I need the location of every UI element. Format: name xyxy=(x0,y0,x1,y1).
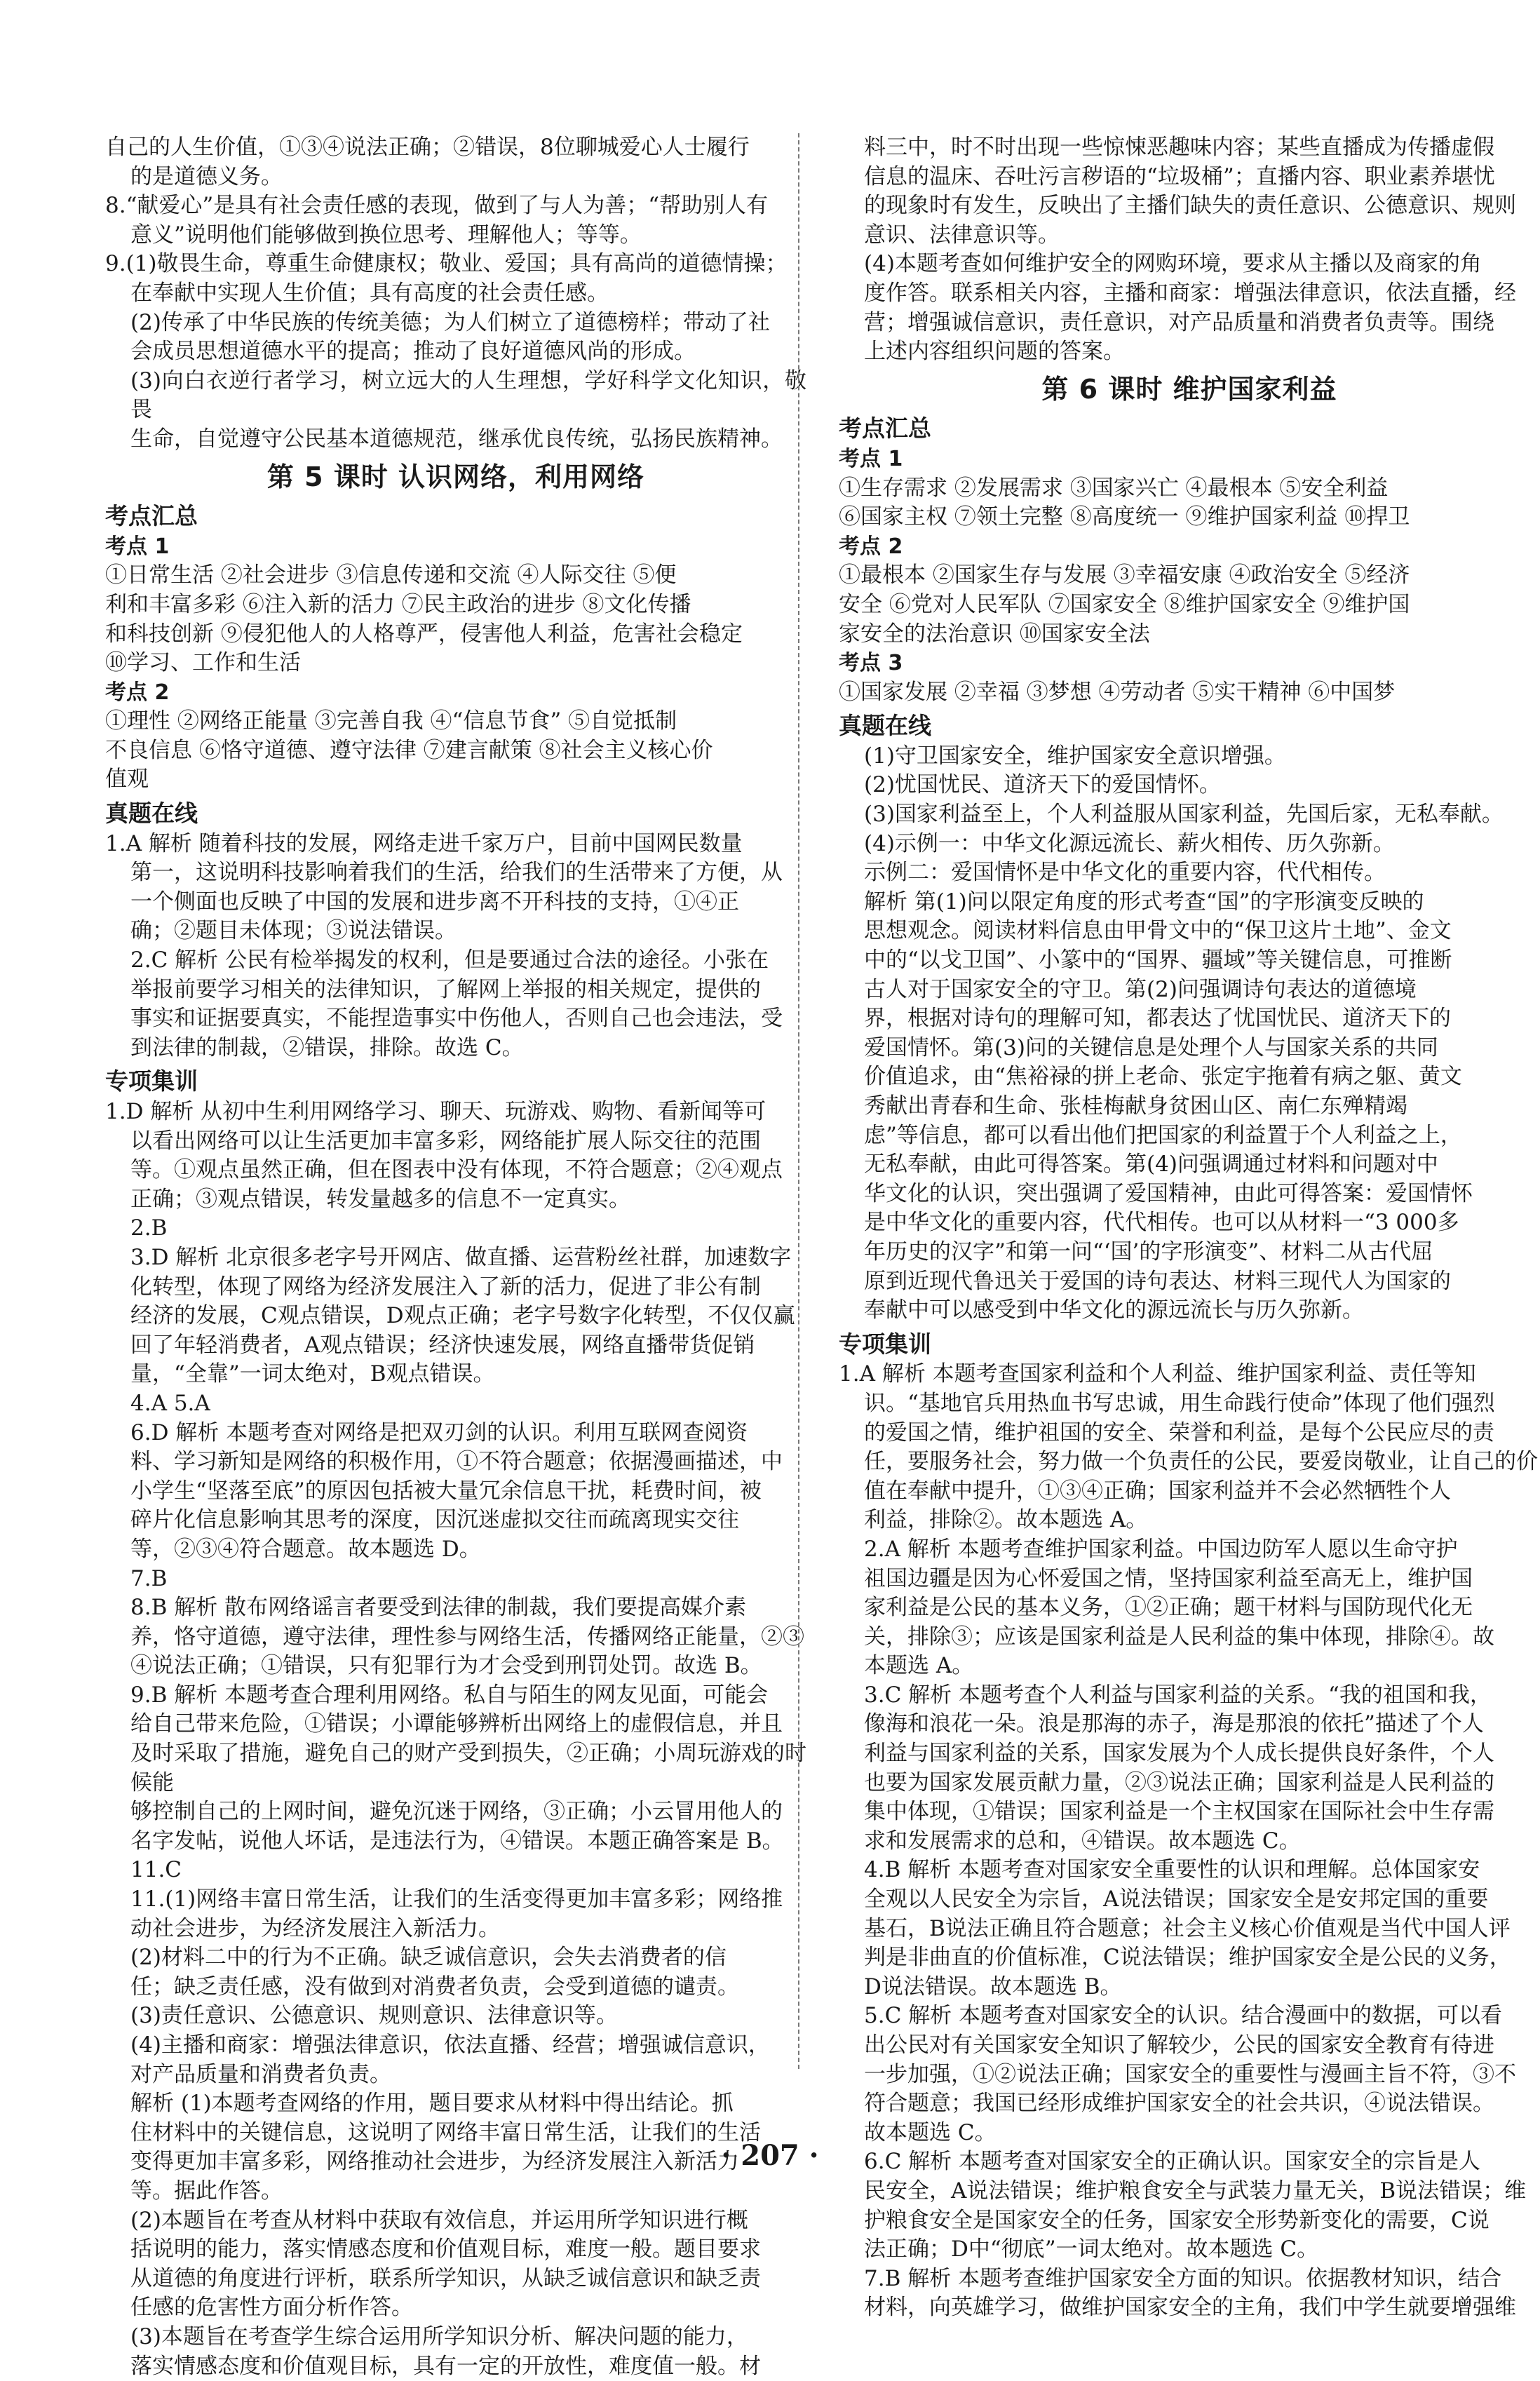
zhenti-heading: 真题在线 xyxy=(839,712,931,740)
right-column xyxy=(839,133,1540,2323)
lesson-6-title: 第 6 课时 维护国家利益 xyxy=(1041,373,1337,405)
kaodian-2-heading: 考点 2 xyxy=(105,680,170,705)
zhuanxiang-heading: 专项集训 xyxy=(105,1067,198,1095)
kaodian-summary-heading: 考点汇总 xyxy=(839,414,931,443)
kaodian-summary-heading: 考点汇总 xyxy=(105,502,198,530)
kaodian-1-heading: 考点 1 xyxy=(105,534,170,559)
kaodian-1-answers: ①生存需求 ②发展需求 ③国家兴亡 ④最根本 ⑤安全利益 ⑥国家主权 ⑦领土完整 ⑧高度统一 ⑨维护国家利益 ⑩捍卫 xyxy=(839,475,1410,530)
zhuanxiang-answers: 1.D 解析 从初中生利用网络学习、聊天、玩游戏、购物、看新闻等可 以看出网络可以让生活更加丰富多彩，网络能扩展人际交往的范围 等。①观点虽然正确，但在图表中没有体现，不符合题意；②④观点 正确；③观点错误，转发量越多的信息不一定真实。 2.B 3.D 解析 北京很多老字号开网店、做直播、运营粉丝社群，加速数字 化转型，体现了网络为经济发展注入了新的活力，促进了非公有制 经济的发展，C观点错误，D观点正确；老字号数字化转型，不仅仅赢 回了年轻消费者，A观点错误；经济快速发展，网络直播带货促销 量，“全靠”一词太绝对，B观点错误。 4.A 5.A 6.D 解析 本题考查对网络是把双刃剑的认识。利用互联网查阅资 料、学习新知是网络的积极作用，①不符合题意；依据漫画描述，中 小学生“坚落至底”的原因包括被大量冗余信息干扰，耗费时间，被 碎片化信息影响其思考的深度，因沉迷虚拟交往而疏离现实交往 等，②③④符合题意。故本题选 D。 7.B 8.B 解析 散布网络谣言者要受到法律的制裁，我们要提高媒介素 养，恪守道德，遵守法律，理性参与网络生活，传播网络正能量，②③ ④说法正确；①错误，只有犯罪行为才会受到刑罚处罚。故选 B。 9.B 解析 本题考查合理利用网络。私自与陌生的网友见面，可能会 给自己带来危险，①错误；小谭能够辨析出网络上的虚假信息，并且 及时采取了措施，避免自己的财产受到损失，②正确；小周玩游戏的时候能 够控制自己的上网时间，避免沉迷于网络，③正确；小云冒用他人的 名字发帖，说他人坏话，是违法行为，④错误。本题正确答案是 B。 11.C 11.(1)网络丰富日常生活，让我们的生活变得更加丰富多彩；网络推 动社会进步，为经济发展注入新活力。 (2)材料二中的行为不正确。缺乏诚信意识，会失去消费者的信 任；缺乏责任感，没有做到对消费者负责，会受到道德的谴责。 (3)责任意识、公德意识、规则意识、法律意识等。 (4)主播和商家：增强法律意识，依法直播、经营；增强诚信意识， 对产品质量和消费者负责。 解析 (1)本题考查网络的作用，题目要求从材料中得出结论。抓 住材料中的关键信息，这说明了网络丰富日常生活，让我们的生活 变得更加丰富多彩，网络推动社会进步，为经济发展注入新活力 等。据此作答。 (2)本题旨在考查从材料中获取有效信息，并运用所学知识进行概 括说明的能力，落实情感态度和价值观目标，难度一般。题目要求 从道德的角度进行评析，联系所学知识，从缺乏诚信意识和缺乏责 任感的危害性方面分析作答。 (3)本题旨在考查学生综合运用所学知识分析、解决问题的能力， 落实情感态度和价值观目标，具有一定的开放性，难度值一般。材 xyxy=(105,1099,806,2379)
page-number: · 207 · xyxy=(721,2139,819,2172)
answer-9: 9.(1)敬畏生命，尊重生命健康权；敬业、爱国；具有高尚的道德情操； 在奉献中实现人生价值；具有高度的社会责任感。 (2)传承了中华民族的传统美德；为人们树立了道德榜样；带动了社 会成员思想道德水平的提高；推动了良好道德风尚的形成。 (3)向白衣逆行者学习，树立远大的人生理想，学好科学文化知识，敬畏 生命，自觉遵守公民基本道德规范，继承优良传统，弘扬民族精神。 xyxy=(105,251,806,452)
kaodian-1-heading: 考点 1 xyxy=(839,446,903,471)
answer-7-continued: 自己的人生价值，①③④说法正确；②错误，8位聊城爱心人士履行 的是道德义务。 xyxy=(105,135,750,189)
lesson-5-title: 第 5 课时 认识网络，利用网络 xyxy=(266,461,645,492)
answer-11-continued: 料三中，时不时出现一些惊悚恶趣味内容；某些直播成为传播虚假 信息的温床、吞吐污言秽语的“垃圾桶”；直播内容、职业素养堪忧 的现象时有发生，反映出了主播们缺失的责任意识、公德意识、规则 意识、法律意识等。 (4)本题考查如何维护安全的网购环境，要求从主播以及商家的角 度作答。联系相关内容，主播和商家：增强法律意识，依法直播，经 营；增强诚信意识，责任意识，对产品质量和消费者负责等。围绕 上述内容组织问题的答案。 xyxy=(864,135,1516,365)
left-column xyxy=(105,133,806,2381)
kaodian-3-heading: 考点 3 xyxy=(839,651,903,676)
zhenti-answers: (1)守卫国家安全，维护国家安全意识增强。 (2)忧国忧民、道济天下的爱国情怀。 (3)国家利益至上，个人利益服从国家利益，先国后家，无私奉献。 (4)示例一：中华文化源远流长、薪火相传、历久弥新。 示例二：爱国情怀是中华文化的重要内容，代代相传。 解析 第(1)问以限定角度的形式考查“国”的字形演变反映的 思想观念。阅读材料信息由甲骨文中的“保卫这片土地”、金文 中的“以戈卫国”、小篆中的“国界、疆域”等关键信息，可推断 古人对于国家安全的守卫。第(2)问强调诗句表达的道德境 界，根据对诗句的理解可知，都表达了忧国忧民、道济天下的 爱国情怀。第(3)问的关键信息是处理个人与国家关系的共同 价值追求，由“焦裕禄的拼上老命、张定宇拖着有病之躯、黄文 秀献出青春和生命、张桂梅献身贫困山区、南仁东殚精竭 虑”等信息，都可以看出他们把国家的利益置于个人利益之上， 无私奉献，由此可得答案。第(4)问强调通过材料和问题对中 华文化的认识，突出强调了爱国精神，由此可得答案：爱国情怀 是中华文化的重要内容，代代相传。也可以从材料一“3 000多 年历史的汉字”和第一问“‘国’的字形演变”、材料二从古代屈 原到近现代鲁迅关于爱国的诗句表达、材料三现代人为国家的 奉献中可以感受到中华文化的源远流长与历久弥新。 xyxy=(864,743,1504,1323)
kaodian-2-answers: ①最根本 ②国家生存与发展 ③幸福安康 ④政治安全 ⑤经济 安全 ⑥党对人民军队 ⑦国家安全 ⑧维护国家安全 ⑨维护国 家安全的法治意识 ⑩国家安全法 xyxy=(839,562,1410,647)
zhenti-heading: 真题在线 xyxy=(105,800,198,828)
kaodian-3-answers: ①国家发展 ②幸福 ③梦想 ④劳动者 ⑤实干精神 ⑥中国梦 xyxy=(839,679,1396,705)
kaodian-2-answers: ①理性 ②网络正能量 ③完善自我 ④“信息节食” ⑤自觉抵制 不良信息 ⑥恪守道德、遵守法律 ⑦建言献策 ⑧社会主义核心价 值观 xyxy=(105,708,713,792)
zhuanxiang-answers: 1.A 解析 本题考查国家利益和个人利益、维护国家利益、责任等知 识。“基地官兵用热血书写忠诚，用生命践行使命”体现了他们强烈 的爱国之情，维护祖国的安全、荣誉和利益，是每个公民应尽的责 任，要服务社会，努力做一个负责任的公民，要爱岗敬业，让自己的价 值在奉献中提升，①③④正确；国家利益并不会必然牺牲个人 利益，排除②。故本题选 A。 2.A 解析 本题考查维护国家利益。中国边防军人愿以生命守护 祖国边疆是因为心怀爱国之情，坚持国家利益至高无上，维护国 家利益是公民的基本义务，①②正确；题干材料与国防现代化无 关，排除③；应该是国家利益是人民利益的集中体现，排除④。故 本题选 A。 3.C 解析 本题考查个人利益与国家利益的关系。“我的祖国和我， 像海和浪花一朵。浪是那海的赤子，海是那浪的依托”描述了个人 利益与国家利益的关系，国家发展为个人成长提供良好条件，个人 也要为国家发展贡献力量，②③说法正确；国家利益是人民利益的 集中体现，①错误；国家利益是一个主权国家在国际社会中生存需 求和发展需求的总和，④错误。故本题选 C。 4.B 解析 本题考查对国家安全重要性的认识和理解。总体国家安 全观以人民安全为宗旨，A说法错误；国家安全是安邦定国的重要 基石，B说法正确且符合题意；社会主义核心价值观是当代中国人评 判是非曲直的价值标准，C说法错误；维护国家安全是公民的义务， D说法错误。故本题选 B。 5.C 解析 本题考查对国家安全的认识。结合漫画中的数据，可以看 出公民对有关国家安全知识了解较少，公民的国家安全教育有待进 一步加强，①②说法正确；国家安全的重要性与漫画主旨不符，③不 符合题意；我国已经形成维护国家安全的社会共识，④说法错误。 故本题选 C。 6.C 解析 本题考查对国家安全的正确认识。国家安全的宗旨是人 民安全，A说法错误；维护粮食安全与武装力量无关，B说法错误；维 护粮食安全是国家安全的任务，国家安全形势新变化的需要，C说 法正确；D中“彻底”一词太绝对。故本题选 C。 7.B 解析 本题考查维护国家安全方面的知识。依据教材知识，结合 材料，向英雄学习，做维护国家安全的主角，我们中学生就要增强维 xyxy=(839,1361,1538,2321)
zhuanxiang-heading: 专项集训 xyxy=(839,1330,931,1358)
answer-8: 8.“献爱心”是具有社会责任感的表现，做到了与人为善；“帮助别人有 意义”说明他们能够做到换位思考、理解他人；等等。 xyxy=(105,193,769,248)
kaodian-1-answers: ①日常生活 ②社会进步 ③信息传递和交流 ④人际交往 ⑤便 利和丰富多彩 ⑥注入新的活力 ⑦民主政治的进步 ⑧文化传播 和科技创新 ⑨侵犯他人的人格尊严，侵害他人利益，危害社会稳定 ⑩学习、工作和生活 xyxy=(105,562,743,676)
kaodian-2-heading: 考点 2 xyxy=(839,534,903,559)
column-divider xyxy=(798,133,799,2069)
zhenti-answers: 1.A 解析 随着科技的发展，网络走进千家万户，目前中国网民数量 第一，这说明科技影响着我们的生活，给我们的生活带来了方便，从 一个侧面也反映了中国的发展和进步离不开科技的支持，①④正 确；②题目未体现；③说法错误。 2.C 解析 公民有检举揭发的权利，但是要通过合法的途径。小张在 举报前要学习相关的法律知识，了解网上举报的相关规定，提供的 事实和证据要真实，不能捏造事实中伤他人，否则自己也会违法，受 到法律的制裁，②错误，排除。故选 C。 xyxy=(105,830,783,1060)
